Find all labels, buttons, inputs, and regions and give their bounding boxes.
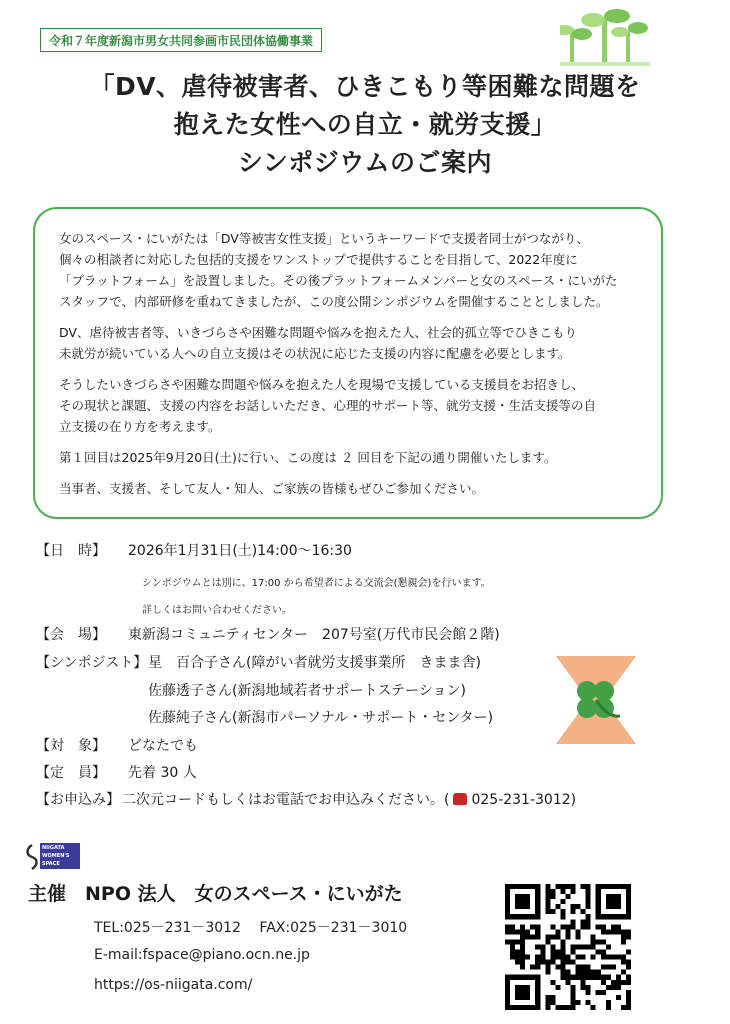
venue-label: 【会 場】 [36,627,106,643]
panelist-2: 佐藤透子さん(新潟地域若者サポートステーション) [148,683,466,699]
capacity-value: 先着 30 人 [128,765,197,781]
tel-fax: TEL:025－231－3012 FAX:025－231－3010 [94,920,408,936]
apply-value: 二次元コードもしくはお電話でお申込みください。( [122,792,450,808]
host-organization: 主催 NPO 法人 女のスペース・にいがた [28,883,403,905]
apply-value-wrap [122,789,576,809]
logo-text: NIIGATA WOMEN'S SPACE [40,843,80,869]
title-line-2: 抱えた女性への自立・就労支援」 [173,110,557,139]
sprout-icon [560,8,650,66]
intro-paragraph-1: 女のスペース・にいがたは「DV等被害女性支援」というキーワードで支援者同士がつながり、 個々の相談者に対応した包括的支援をワンストップで提供することを目指して、2022年度に 「プラットフォーム」を設置しました。その後プラットフォームメンバーと女のスペース・にいがた スタッフで、内部研修を重ねてきましたが、この度公開シンポジウムを開催することとしました。 [59,231,618,309]
panelist-1: 星 百合子さん(障がい者就労支援事業所 きまま舎) [148,655,481,671]
intro-paragraph-3: そうしたいきづらさや困難な問題や悩みを抱えた人を現場で支援している支援員をお招きし、 その現状と課題、支援の内容をお話しいただき、心理的サポート等、就労支援・生活支援等の自 立支援の在り方を考えます。 [59,377,597,434]
event-tagline: 令和７年度新潟市男女共同参画市民団体協働事業 [40,28,322,52]
date-value: 2026年1月31日(土)14:00～16:30 [128,543,352,559]
organization-logo [24,843,82,873]
title-line-1: 「DV、虐待被害者、ひきこもり等困難な問題を [89,72,641,101]
intro-paragraph-5: 当事者、支援者、そして友人・知人、ご家族の皆様もぜひご参加ください。 [59,481,485,496]
venue-value: 東新潟コミュニティセンター 207号室(万代市民会館２階) [128,627,500,643]
apply-label: 【お申込み】 [36,792,120,808]
email-address[interactable]: E-mail:fspace@piano.ocn.ne.jp [94,947,310,963]
qr-code[interactable] [505,884,631,1010]
date-label: 【日 時】 [36,543,106,559]
capacity-label: 【定 員】 [36,765,106,781]
intro-paragraph-4: 第１回目は2025年9月20日(土)に行い、この度は ２ 回目を下記の通り開催いたします。 [59,450,557,465]
logo-swirl-icon [24,843,40,871]
target-label: 【対 象】 [36,738,106,754]
date-note-2: 詳しくはお問い合わせください。 [142,605,292,616]
phone-icon [453,793,467,805]
intro-box [33,207,663,519]
website-url[interactable]: https://os-niigata.com/ [94,977,253,993]
date-note-1: シンポジウムとは別に、17:00 から希望者による交流会(懇親会)を行います。 [142,578,491,589]
intro-paragraph-2: DV、虐待被害者等、いきづらさや困難な問題や悩みを抱えた人、社会的孤立等でひきこもり 未就労が続いている人への自立支援はその状況に応じた支援の内容に配慮を必要とします。 [59,325,577,361]
page-title [40,68,690,182]
title-line-3: シンポジウムのご案内 [237,148,493,177]
target-value: どなたでも [128,738,198,754]
panelist-label: 【シンポジスト】 [36,655,148,671]
panelist-3: 佐藤純子さん(新潟市パーソナル・サポート・センター) [148,710,494,726]
apply-phone: 025-231-3012) [471,792,577,808]
clover-icon [556,656,636,744]
